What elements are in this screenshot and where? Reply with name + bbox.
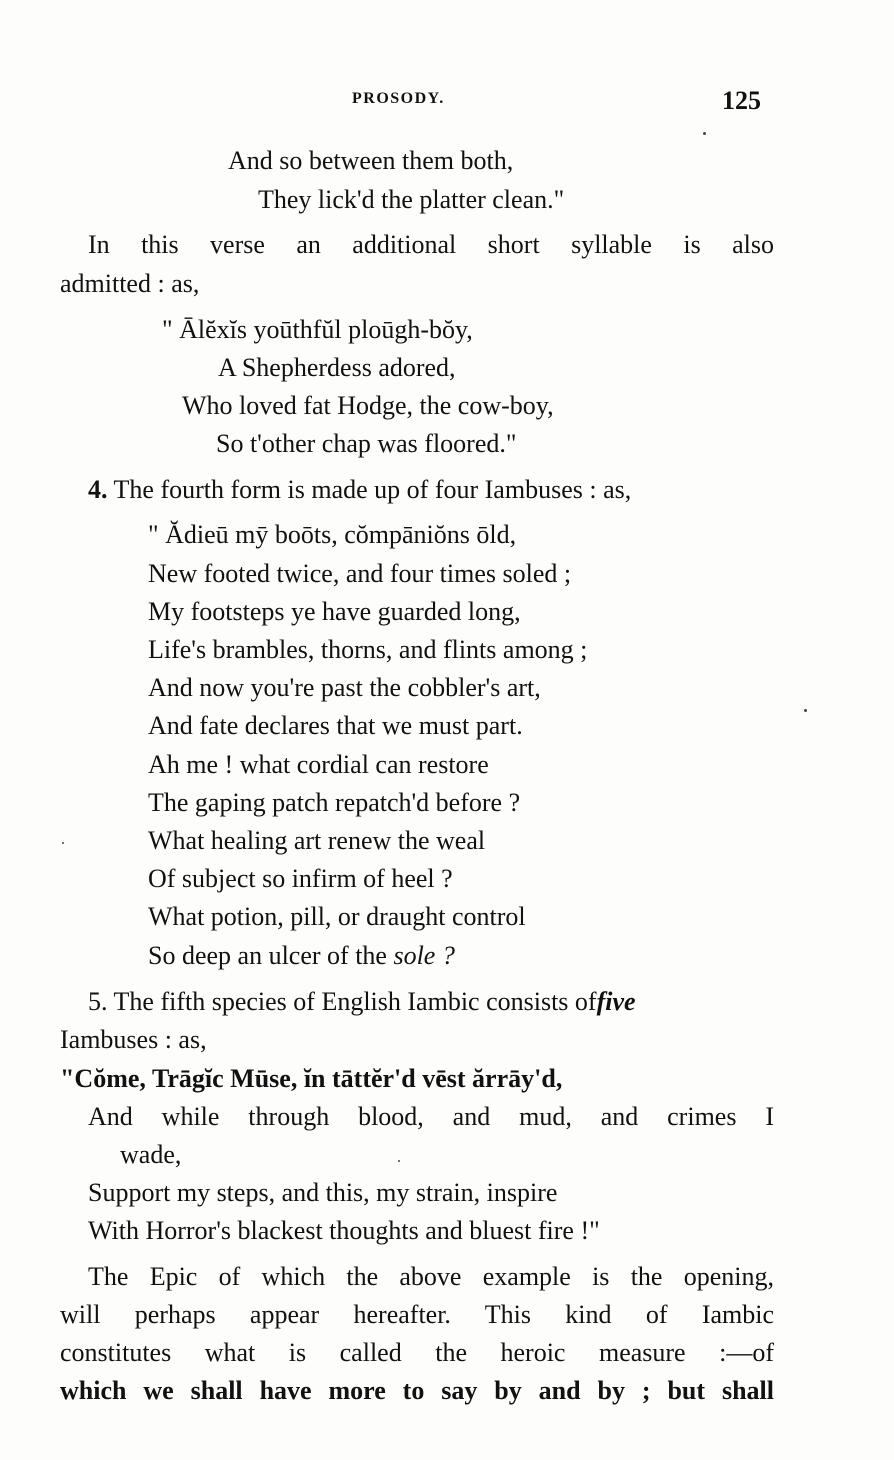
verse-line: And fate declares that we must part. bbox=[148, 711, 523, 740]
section-5 bbox=[88, 985, 774, 1019]
italic-word: sole ? bbox=[393, 941, 455, 970]
paragraph-line: Iambuses : as, bbox=[60, 1025, 207, 1054]
verse-line: A Shepherdess adored, bbox=[218, 353, 456, 382]
verse-line: " Ădieū mȳ boōts, cŏmpāniŏns ōld, bbox=[148, 520, 517, 549]
verse-line: Of subject so infirm of heel ? bbox=[148, 864, 453, 893]
page-number: 125 bbox=[722, 86, 761, 115]
verse-text: So deep an ulcer of the bbox=[148, 941, 387, 970]
verse-line-last bbox=[148, 939, 455, 973]
paragraph-line: In this verse an additional short syllable is also bbox=[88, 230, 774, 259]
verse-line: Support my steps, and this, my strain, inspire bbox=[88, 1178, 558, 1207]
scan-speck bbox=[703, 132, 706, 135]
paragraph-line: which we shall have more to say by and by ; but shall bbox=[60, 1376, 774, 1405]
verse-line: And so between them both, bbox=[228, 146, 514, 175]
verse-line-continuation: wade, bbox=[120, 1140, 182, 1169]
scan-speck bbox=[804, 709, 807, 712]
running-head bbox=[0, 88, 894, 118]
section-text: The fourth form is made up of four Iambuses : as, bbox=[113, 475, 632, 504]
verse-line: The gaping patch repatch'd before ? bbox=[148, 788, 521, 817]
section-4 bbox=[88, 473, 774, 507]
verse-line: Who loved fat Hodge, the cow-boy, bbox=[182, 391, 554, 420]
section-number: 5. bbox=[88, 987, 108, 1016]
paragraph-line: will perhaps appear hereafter. This kind of Iambic bbox=[60, 1300, 774, 1329]
verse-line: Life's brambles, thorns, and flints among ; bbox=[148, 635, 588, 664]
verse-line: New footed twice, and four times soled ; bbox=[148, 559, 572, 588]
scan-speck bbox=[398, 1160, 400, 1162]
verse-line: They lick'd the platter clean." bbox=[258, 185, 565, 214]
verse-line: What healing art renew the weal bbox=[148, 826, 486, 855]
running-title: PROSODY. bbox=[352, 90, 445, 107]
verse-line: And now you're past the cobbler's art, bbox=[148, 673, 541, 702]
verse-line: What potion, pill, or draught control bbox=[148, 902, 526, 931]
italic-word: five bbox=[596, 987, 636, 1016]
verse-line: With Horror's blackest thoughts and bluest fire !" bbox=[88, 1216, 600, 1245]
paragraph-line: admitted : as, bbox=[60, 269, 200, 298]
verse-line: Ah me ! what cordial can restore bbox=[148, 750, 489, 779]
verse-line: "Cŏme, Trāgĭc Mūse, ĭn tāttĕr'd vēst ărrāy'd, bbox=[60, 1064, 563, 1093]
verse-line: " Ālĕxĭs yoūthfŭl ploūgh-bŏy, bbox=[162, 315, 473, 344]
verse-line: My footsteps ye have guarded long, bbox=[148, 597, 521, 626]
paragraph-line: The Epic of which the above example is the opening, bbox=[88, 1262, 774, 1291]
verse-line: So t'other chap was floored." bbox=[216, 429, 517, 458]
section-text: The fifth species of English Iambic consists of bbox=[113, 987, 597, 1016]
section-number: 4. bbox=[88, 475, 108, 504]
verse-line: And while through blood, and mud, and crimes I bbox=[88, 1102, 774, 1131]
scan-speck bbox=[62, 842, 64, 844]
paragraph-line: constitutes what is called the heroic measure :—of bbox=[60, 1338, 774, 1367]
